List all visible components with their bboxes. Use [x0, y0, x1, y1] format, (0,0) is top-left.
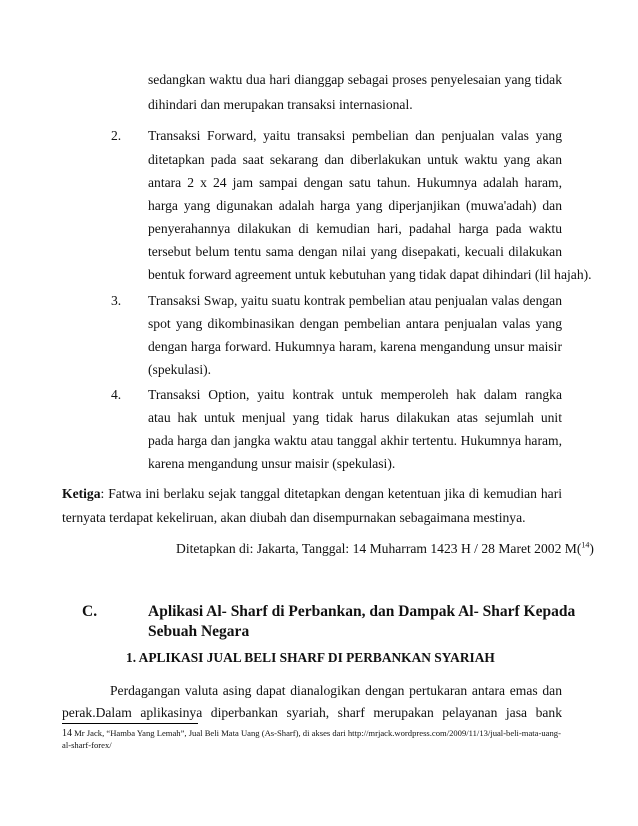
ketiga-text: : Fatwa ini berlaku sejak tanggal ditetapkan dengan ketentuan jika di kemudian hari [100, 486, 562, 501]
item-4-line-1: Transaksi Option, yaitu kontrak untuk memperoleh hak dalam rangka [148, 387, 562, 402]
item-4-line-2: atau hak untuk menjual yang tidak harus dilakukan atas sejumlah unit [148, 410, 562, 425]
footnote-number: 14 [62, 728, 72, 739]
ratification-line [176, 541, 594, 557]
footnote-ref[interactable]: 14 [581, 540, 590, 550]
item-2-line-5: penyerahannya dilakukan di kemudian hari, padahal harga pada waktu [148, 221, 562, 236]
item-3-line-1: Transaksi Swap, yaitu suatu kontrak pembelian atau penjualan valas dengan [148, 293, 562, 308]
item-2-line-7: bentuk forward agreement untuk kebutuhan yang tidak dapat dihindari (lil hajah). [148, 267, 592, 282]
paragraph-line-1: Perdagangan valuta asing dapat dianalogikan dengan pertukaran antara emas dan [110, 683, 562, 698]
ketiga-line-2: ternyata terdapat kekeliruan, akan diubah dan disempurnakan sebagaimana mestinya. [62, 510, 526, 525]
section-letter: C. [82, 603, 98, 620]
list-intro-line-1: sedangkan waktu dua hari dianggap sebagai proses penyelesaian yang tidak [148, 72, 562, 87]
footnote-separator [62, 723, 198, 724]
paragraph-line-2: perak.Dalam aplikasinya diperbankan syariah, sharf merupakan pelayanan jasa bank [62, 705, 562, 720]
item-number-2: 2. [111, 128, 122, 143]
item-2-line-4: harga yang digunakan adalah harga yang diperjanjikan (muwa'adah) dan [148, 198, 562, 213]
footnote-text-1[interactable]: Mr Jack, “Hamba Yang Lemah”, Jual Beli Mata Uang (As-Sharf), di akses dari http://mrjack.wordpress.com/2009/11/13/jual-beli-mata-uang- [74, 728, 561, 738]
section-title-line-1: Aplikasi Al- Sharf di Perbankan, dan Dampak Al- Sharf Kepada [148, 603, 576, 620]
item-3-line-2: spot yang dikombinasikan dengan pembelian antara penjualan valas yang [148, 316, 562, 331]
ratification-text: Ditetapkan di: Jakarta, Tanggal: 14 Muharram 1423 H / 28 Maret 2002 M( [176, 541, 582, 556]
section-title-line-2: Sebuah Negara [148, 623, 250, 640]
item-4-line-3: pada harga dan jangka waktu atau tanggal akhir tertentu. Hukumnya haram, [148, 433, 562, 448]
item-3-line-3: dengan harga forward. Hukumnya haram, karena mengandung unsur maisir [148, 339, 562, 354]
ketiga-label: Ketiga [62, 486, 101, 501]
footnote-line-1 [62, 728, 562, 739]
ratification-close: ) [589, 541, 594, 556]
item-number-4: 4. [111, 387, 122, 402]
ketiga-line-1 [62, 486, 562, 502]
item-3-line-4: (spekulasi). [148, 362, 212, 377]
subsection-title: 1. APLIKASI JUAL BELI SHARF DI PERBANKAN SYARIAH [126, 650, 495, 665]
item-number-3: 3. [111, 293, 122, 308]
item-2-line-2: ditetapkan pada saat sekarang dan diberlakukan untuk waktu yang akan [148, 152, 562, 167]
item-2-line-6: tersebut belum tentu sama dengan nilai yang disepakati, kecuali dilakukan [148, 244, 562, 259]
item-4-line-4: karena mengandung unsur maisir (spekulasi). [148, 456, 396, 471]
footnote-line-2[interactable]: al-sharf-forex/ [62, 740, 112, 750]
list-intro-line-2: dihindari dan merupakan transaksi internasional. [148, 97, 413, 112]
item-2-line-1: Transaksi Forward, yaitu transaksi pembelian dan penjualan valas yang [148, 128, 562, 143]
item-2-line-3: antara 2 x 24 jam sampai dengan satu tahun. Hukumnya adalah haram, [148, 175, 562, 190]
